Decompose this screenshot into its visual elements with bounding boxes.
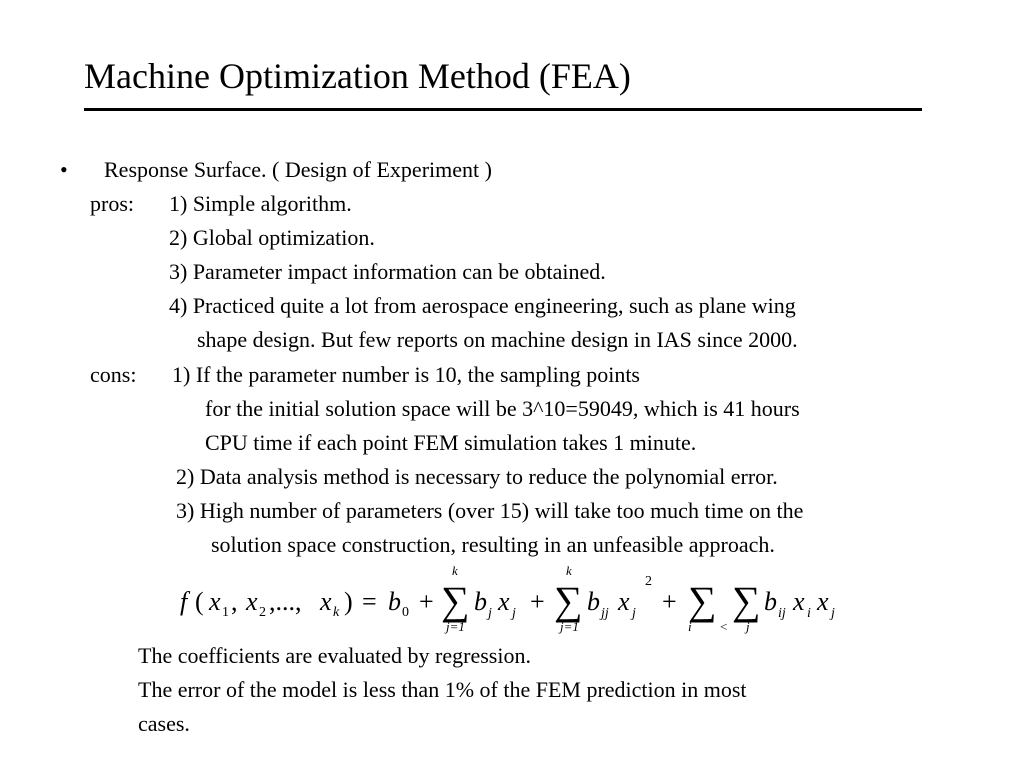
- eq-sub: j: [632, 606, 636, 621]
- eq-sub: 1: [222, 605, 229, 620]
- eq-sub: j: [512, 606, 516, 621]
- eq-x: x: [618, 587, 630, 616]
- cons-item-1-continued: for the initial solution space will be 3^10=59049, which is 41 hours: [205, 396, 800, 421]
- eq-b: b: [764, 587, 777, 616]
- eq-x: x: [246, 587, 258, 616]
- eq-equals: =: [362, 587, 377, 616]
- cons-item-3: 3) High number of parameters (over 15) will take too much time on the: [176, 498, 804, 523]
- pros-item-2: 2) Global optimization.: [169, 225, 375, 250]
- eq-lower-limit: i: [688, 619, 692, 634]
- eq-close-paren: ): [344, 587, 353, 616]
- eq-x: x: [498, 587, 510, 616]
- eq-lower-limit: j=1: [560, 619, 579, 634]
- pros-item-3: 3) Parameter impact information can be obtained.: [169, 259, 606, 284]
- cons-item-3-continued: solution space construction, resulting in an unfeasible approach.: [211, 532, 775, 557]
- eq-sub: j: [831, 606, 835, 621]
- eq-x: x: [793, 587, 805, 616]
- eq-f: f: [180, 587, 188, 616]
- title-underline: [84, 108, 922, 111]
- eq-comma: ,: [231, 587, 238, 616]
- eq-ellipsis: ,...,: [269, 587, 302, 616]
- cons-item-1-continued-2: CPU time if each point FEM simulation takes 1 minute.: [205, 430, 697, 455]
- error-note: The error of the model is less than 1% of the FEM prediction in most: [138, 677, 747, 702]
- response-surface-equation: [176, 563, 856, 641]
- response-surface-heading: Response Surface. ( Design of Experiment ): [104, 157, 492, 182]
- eq-x: x: [320, 587, 332, 616]
- eq-lower-limit: j: [746, 619, 750, 634]
- eq-plus: +: [530, 587, 545, 616]
- eq-sub: 0: [402, 605, 409, 620]
- slide-title: Machine Optimization Method (FEA): [84, 56, 631, 96]
- pros-item-4-continued: shape design. But few reports on machine design in IAS since 2000.: [197, 327, 798, 352]
- eq-sub: i: [807, 606, 811, 621]
- pros-item-1: 1) Simple algorithm.: [169, 191, 352, 216]
- eq-sigma-4: ∑: [732, 578, 761, 623]
- eq-sub: 2: [259, 605, 266, 620]
- eq-lower-limit: <: [720, 619, 728, 634]
- eq-sub: k: [333, 605, 340, 620]
- eq-open-paren: (: [195, 587, 204, 616]
- eq-b: b: [388, 587, 401, 616]
- eq-upper-limit: k: [452, 563, 458, 578]
- eq-plus: +: [662, 587, 677, 616]
- cons-item-2: 2) Data analysis method is necessary to reduce the polynomial error.: [176, 464, 778, 489]
- cons-item-1: 1) If the parameter number is 10, the sampling points: [172, 362, 640, 387]
- eq-upper-limit: k: [566, 563, 572, 578]
- eq-sigma-1: ∑: [441, 578, 470, 623]
- pros-item-4: 4) Practiced quite a lot from aerospace engineering, such as plane wing: [169, 293, 796, 318]
- bullet-icon: •: [60, 157, 68, 182]
- eq-sigma-2: ∑: [554, 578, 583, 623]
- eq-superscript: 2: [645, 574, 652, 589]
- pros-label: pros:: [90, 191, 134, 216]
- eq-x: x: [817, 587, 829, 616]
- eq-sub: ij: [778, 606, 786, 621]
- eq-sigma-3: ∑: [688, 578, 717, 623]
- cons-label: cons:: [90, 362, 137, 387]
- eq-sub: j: [488, 606, 492, 621]
- eq-b: b: [474, 587, 487, 616]
- eq-lower-limit: j=1: [446, 619, 465, 634]
- error-note-continued: cases.: [138, 711, 190, 736]
- regression-note: The coefficients are evaluated by regression.: [138, 643, 531, 668]
- eq-b: b: [587, 587, 600, 616]
- eq-x: x: [209, 587, 221, 616]
- eq-sub: jj: [601, 606, 609, 621]
- eq-plus: +: [419, 587, 434, 616]
